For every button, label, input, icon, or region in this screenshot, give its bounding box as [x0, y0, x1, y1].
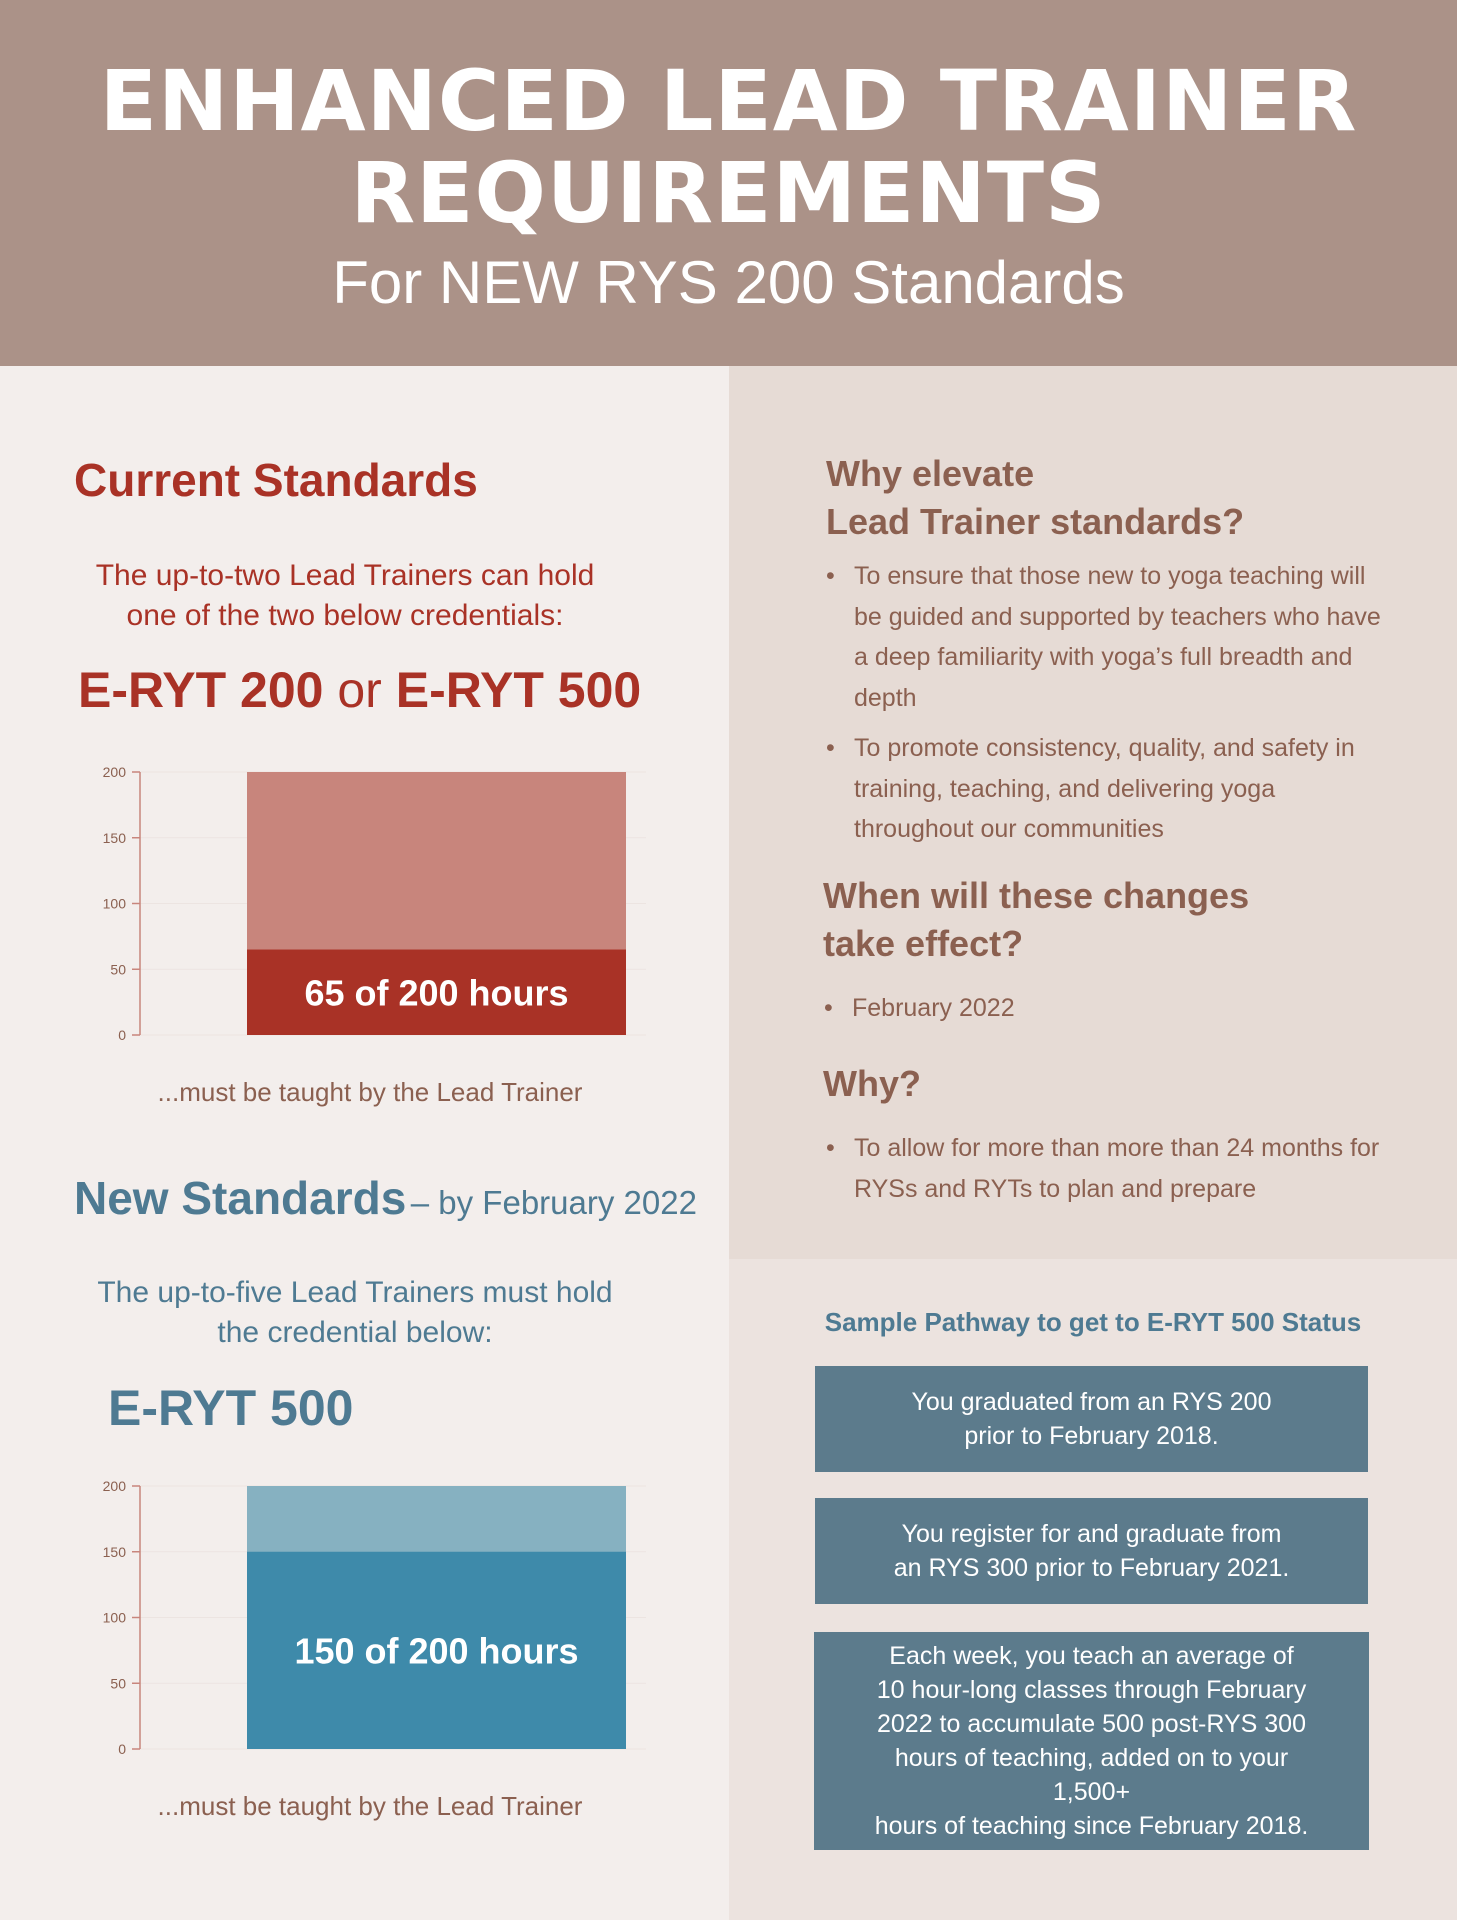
new-standards-heading [74, 1170, 697, 1226]
new-credential: E-RYT 500 [108, 1380, 354, 1436]
current-standards-title: Current Standards [74, 454, 478, 506]
current-credentials [78, 660, 641, 720]
new-hours-chart [60, 1464, 720, 1764]
y-tick-label: 0 [118, 1027, 126, 1043]
y-tick-label: 100 [102, 1609, 126, 1626]
step1-line1: You graduated from an RYS 200 [911, 1388, 1272, 1416]
credential-ryt200: E-RYT 200 [78, 662, 324, 718]
step2-line2: an RYS 300 prior to February 2021. [893, 1554, 1290, 1582]
y-tick-label: 50 [110, 1675, 126, 1692]
y-tick-label: 150 [102, 829, 126, 846]
when-list [824, 988, 1394, 1039]
why-list [826, 1128, 1396, 1219]
why-title: Why? [823, 1063, 921, 1104]
pathway-step-2 [815, 1498, 1368, 1604]
chart-svg [60, 750, 720, 1050]
step1-line2: prior to February 2018. [964, 1422, 1219, 1450]
page-title [0, 52, 1457, 242]
page-title-line1: ENHANCED LEAD TRAINER [99, 52, 1358, 150]
y-tick-label: 200 [102, 764, 126, 780]
new-standards-date: – by February 2022 [410, 1184, 697, 1221]
why-elevate-title [826, 450, 1406, 546]
new-chart-caption: ...must be taught by the Lead Trainer [157, 1791, 583, 1821]
list-item: • To allow for more than more than 24 months for RYSs and RYTs to plan and prepare [826, 1128, 1396, 1209]
page-subtitle: For NEW RYS 200 Standards [332, 249, 1125, 316]
current-hours-chart [60, 750, 720, 1050]
y-tick-label: 150 [102, 1543, 126, 1560]
when-title [823, 872, 1403, 968]
new-standards-intro [60, 1273, 650, 1353]
y-tick-label: 0 [118, 1741, 126, 1757]
credential-or: or [337, 662, 382, 718]
pathway-step-3 [814, 1632, 1369, 1850]
list-item: • To promote consistency, quality, and safety in training, teaching, and delivering yoga throughout our communities [826, 728, 1396, 850]
current-intro-line1: The up-to-two Lead Trainers can hold [95, 559, 595, 592]
step3-line5: hours of teaching since February 2018. [874, 1812, 1309, 1840]
step3-line1: Each week, you teach an average of [889, 1642, 1294, 1670]
current-chart-caption: ...must be taught by the Lead Trainer [157, 1077, 583, 1107]
step3-line4: hours of teaching, added on to your 1,500+ [894, 1744, 1289, 1806]
chart-svg [60, 1464, 720, 1764]
header-banner [0, 0, 1457, 366]
when-title-line1: When will these changes [823, 875, 1250, 916]
y-tick-label: 100 [102, 895, 126, 912]
list-item: • February 2022 [824, 988, 1394, 1029]
pathway-step-1 [815, 1366, 1368, 1472]
y-tick-label: 50 [110, 961, 126, 978]
why-title-line2: Lead Trainer standards? [826, 501, 1245, 542]
bar-data-label: 150 of 200 hours [294, 1630, 579, 1672]
bar-data-label: 65 of 200 hours [304, 972, 569, 1014]
current-standards-intro [60, 556, 630, 636]
when-title-line2: take effect? [823, 923, 1024, 964]
page-title-line2: REQUIREMENTS [350, 144, 1107, 242]
credential-ryt500: E-RYT 500 [395, 662, 642, 718]
new-intro-line1: The up-to-five Lead Trainers must hold [97, 1276, 613, 1309]
why-title-line1: Why elevate [826, 453, 1035, 494]
step3-line3: 2022 to accumulate 500 post-RYS 300 [877, 1710, 1306, 1738]
y-tick-label: 200 [102, 1478, 126, 1494]
why-elevate-list [826, 556, 1396, 860]
step2-line1: You register for and graduate from [901, 1520, 1282, 1548]
pathway-title: Sample Pathway to get to E-RYT 500 Status [824, 1307, 1362, 1337]
list-item: • To ensure that those new to yoga teaching will be guided and supported by teachers who have a deep familiarity with yoga’s full breadth and depth [826, 556, 1396, 718]
new-intro-line2: the credential below: [217, 1316, 493, 1349]
new-standards-title: New Standards [74, 1172, 407, 1224]
step3-line2: 10 hour-long classes through February [876, 1676, 1307, 1704]
current-intro-line2: one of the two below credentials: [126, 599, 564, 632]
